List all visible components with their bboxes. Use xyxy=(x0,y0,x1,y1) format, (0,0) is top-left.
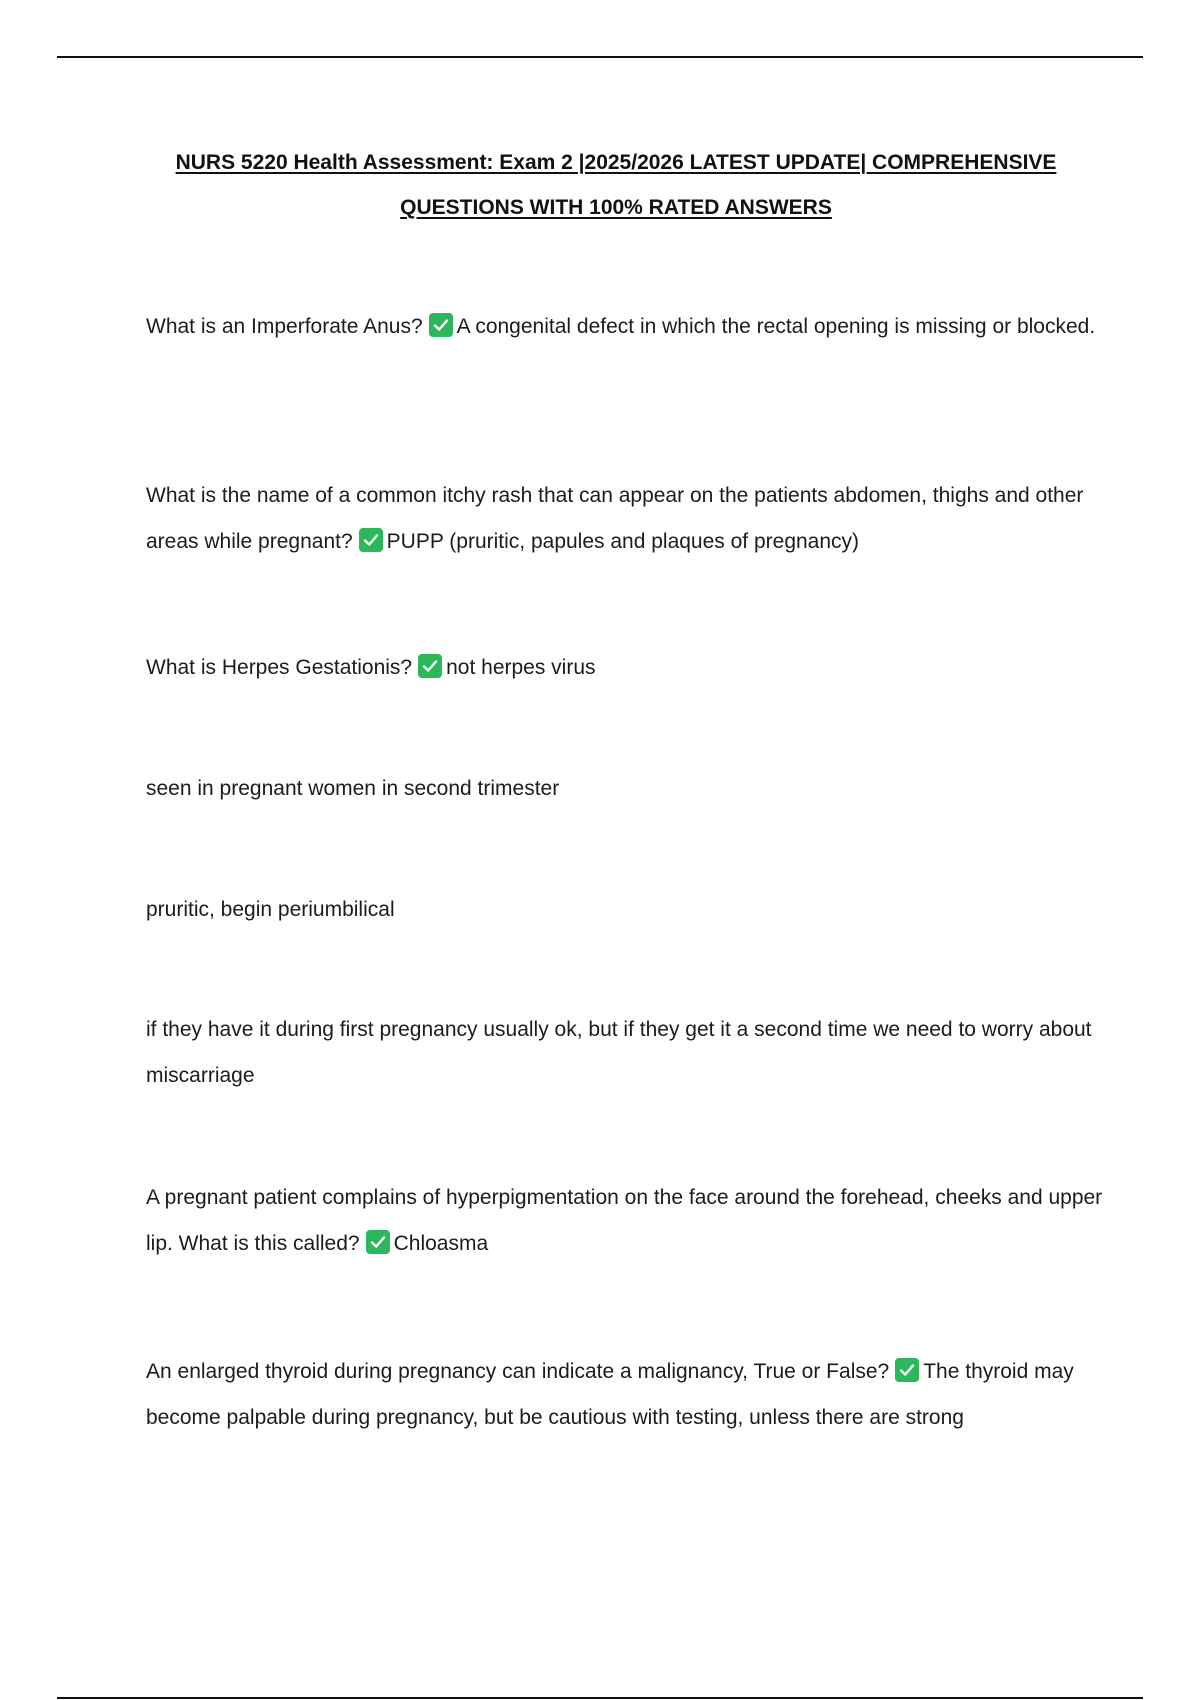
check-mark-icon xyxy=(418,654,442,678)
qa-item-2 xyxy=(146,473,1106,565)
title-line-1: NURS 5220 Health Assessment: Exam 2 |2025/2026 LATEST UPDATE| COMPREHENSIVE xyxy=(175,151,1057,174)
answer-continuation-2: pruritic, begin periumbilical xyxy=(146,898,395,921)
check-mark-icon xyxy=(359,528,383,552)
check-mark-icon xyxy=(429,313,453,337)
answer-text: A congenital defect in which the rectal opening is missing or blocked. xyxy=(456,315,1096,338)
top-rule xyxy=(57,56,1143,58)
answer-continuation-1: seen in pregnant women in second trimester xyxy=(146,777,560,800)
qa-item-1 xyxy=(146,304,1106,350)
title-line-2: QUESTIONS WITH 100% RATED ANSWERS xyxy=(400,196,832,219)
question-text: What is Herpes Gestationis? xyxy=(146,656,413,679)
bottom-rule xyxy=(57,1697,1143,1699)
check-mark-icon xyxy=(366,1230,390,1254)
question-text: What is the name of a common itchy rash that can appear on the patients abdomen, thighs and other areas while pregnant? xyxy=(146,484,1084,553)
answer-text: not herpes virus xyxy=(446,656,596,679)
qa-item-3 xyxy=(146,645,1106,691)
qa-item-4 xyxy=(146,1175,1106,1267)
document-title xyxy=(100,140,1132,230)
question-text: An enlarged thyroid during pregnancy can indicate a malignancy, True or False? xyxy=(146,1360,890,1383)
qa-item-5 xyxy=(146,1349,1106,1441)
question-text: What is an Imperforate Anus? xyxy=(146,315,423,338)
answer-text: PUPP (pruritic, papules and plaques of pregnancy) xyxy=(386,530,860,553)
answer-text: Chloasma xyxy=(393,1232,489,1255)
check-mark-icon xyxy=(895,1358,919,1382)
question-text: A pregnant patient complains of hyperpigmentation on the face around the forehead, cheeks and upper lip. What is this called? xyxy=(146,1186,1103,1255)
answer-continuation-3: if they have it during first pregnancy usually ok, but if they get it a second time we need to worry about miscarriage xyxy=(146,1018,1092,1087)
answer-text: The thyroid may become palpable during pregnancy, but be cautious with testing, unless there are strong xyxy=(146,1360,1074,1429)
